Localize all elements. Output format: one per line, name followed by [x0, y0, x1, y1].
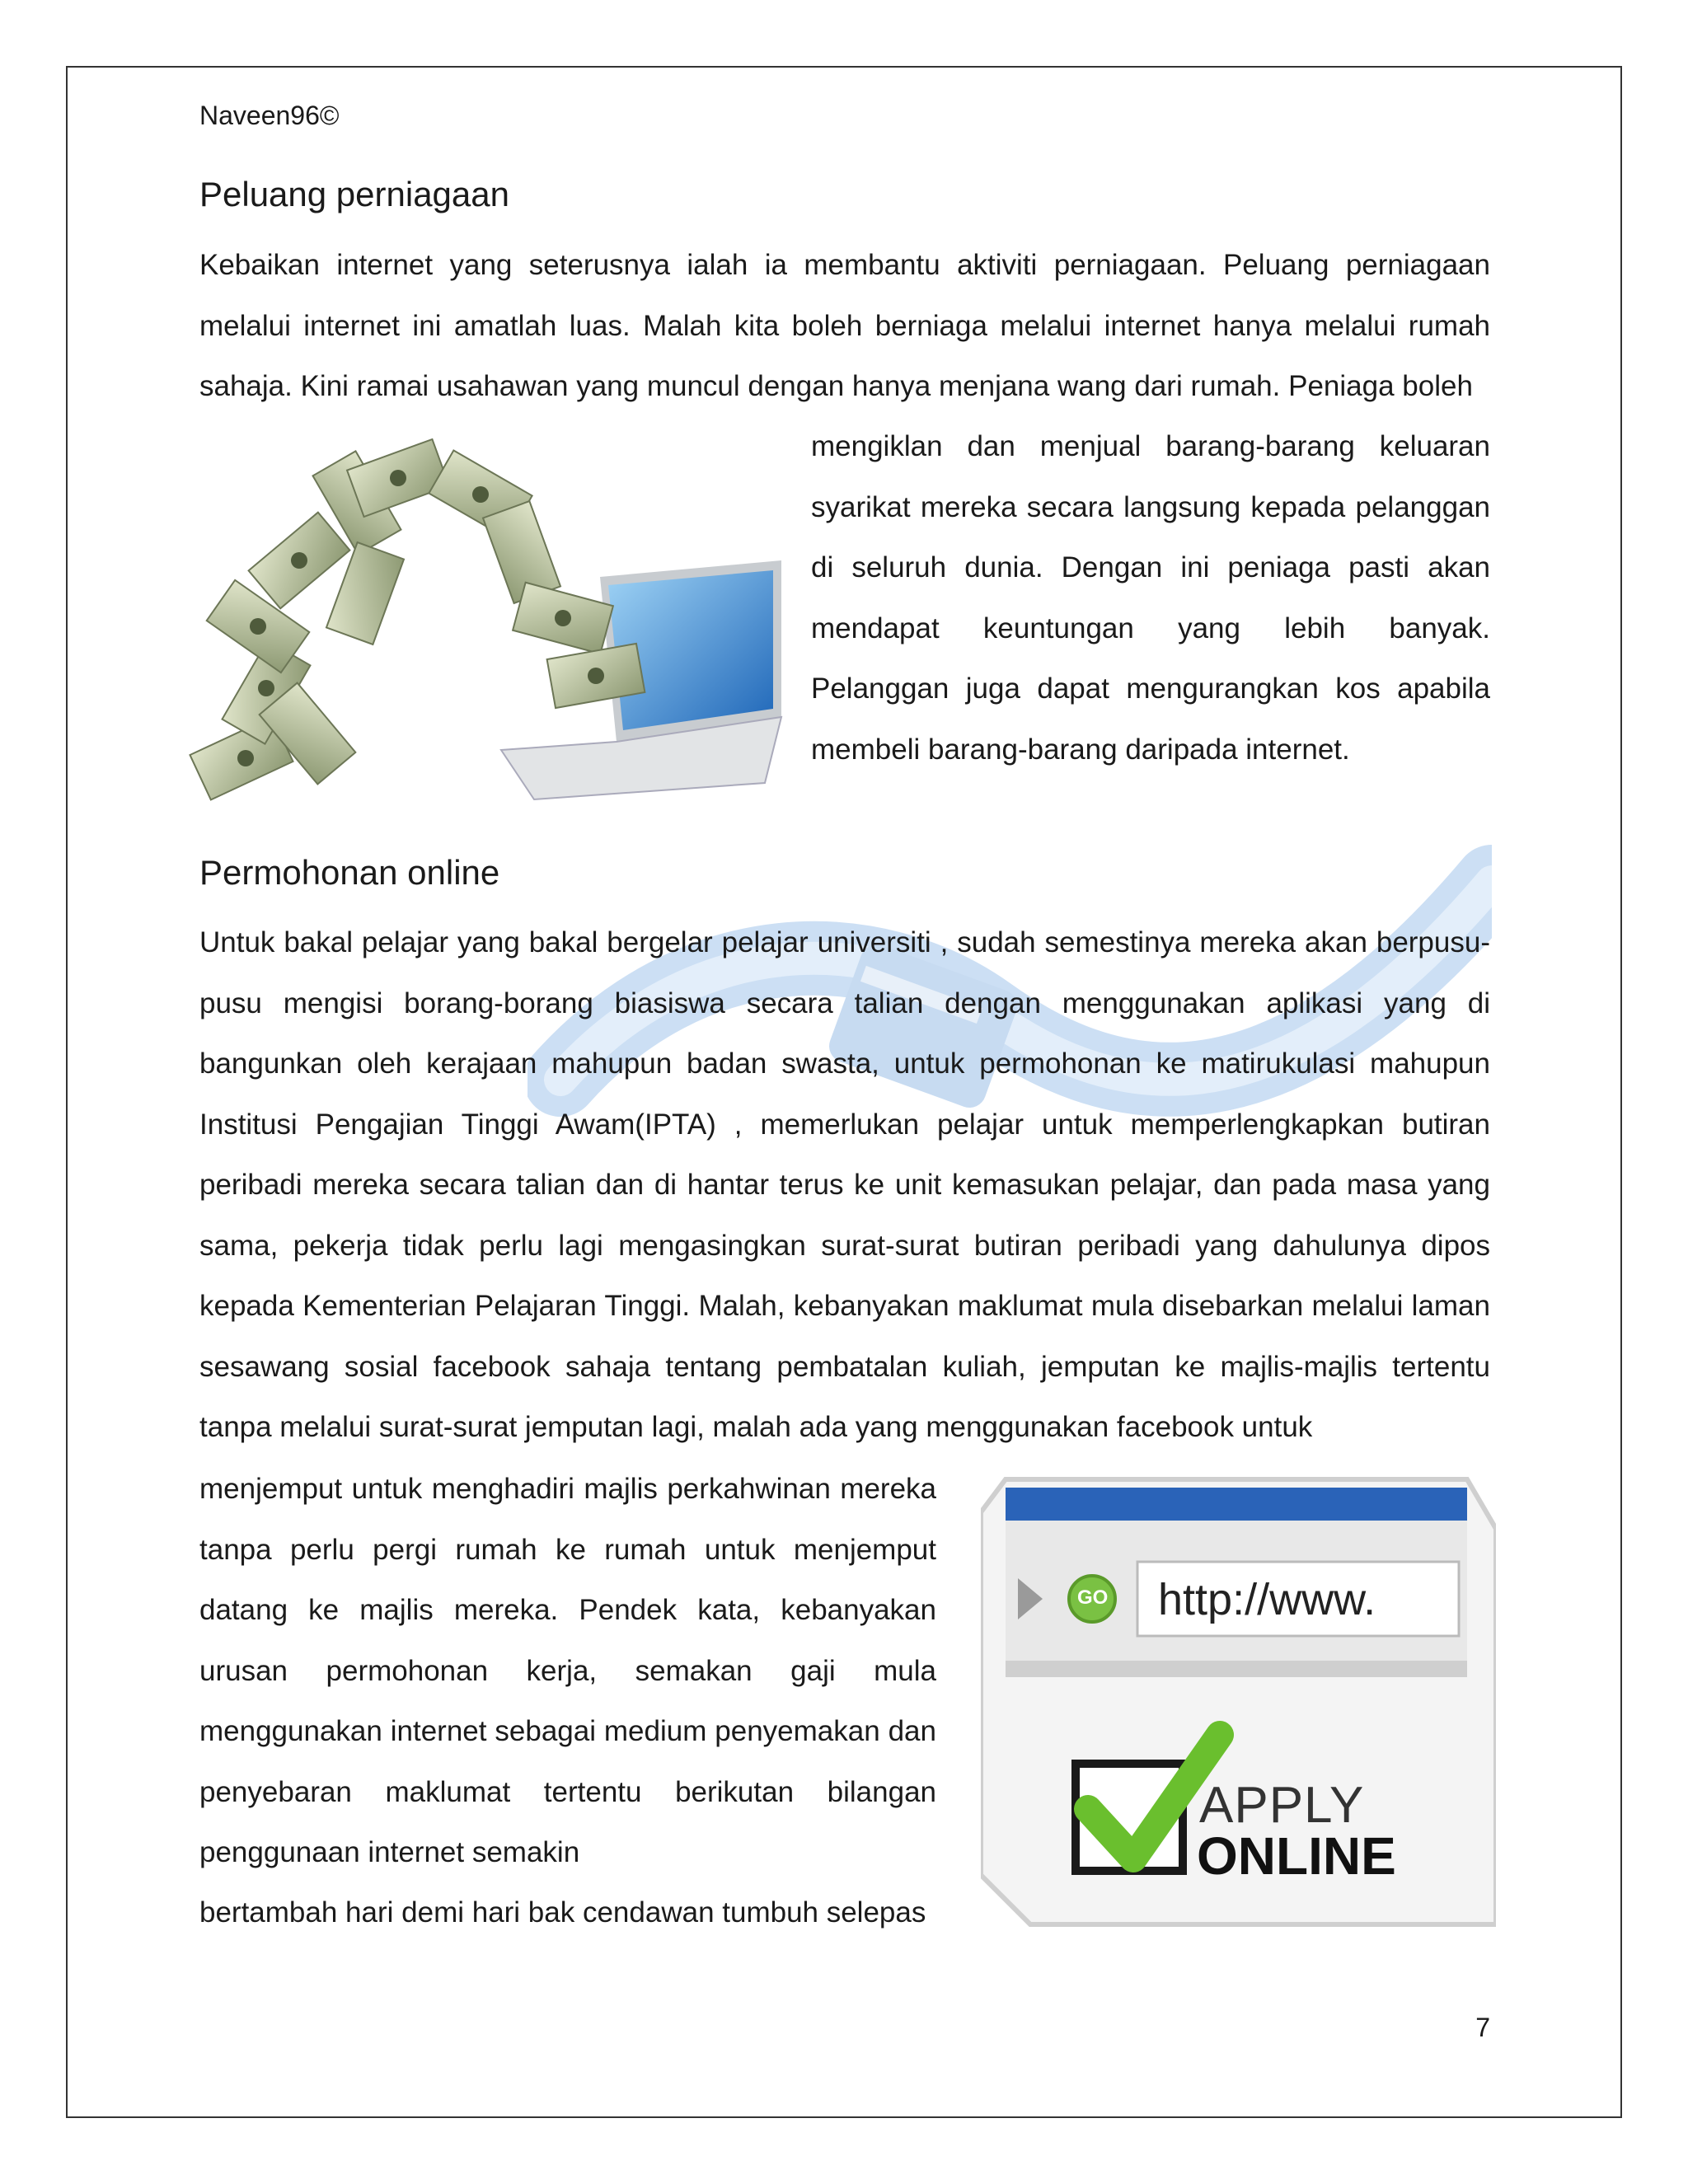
apply-word: APPLY — [1199, 1777, 1365, 1834]
page-number: 7 — [1475, 2013, 1490, 2042]
author-mark: Naveen96© — [199, 101, 340, 130]
url-text: http://www. — [1158, 1575, 1376, 1624]
section1-paragraph: Kebaikan internet yang seterusnya ialah ia membantu aktiviti perniagaan. Peluang perniagaan melalui internet ini amatlah luas. Malah kita boleh berniaga melalui internet hanya melalui rumah sahaja. Kini ramai usahawan yang muncul dengan hanya menjana wang dari rumah. Peniaga boleh — [199, 249, 1490, 402]
section-heading-peluang: Peluang perniagaan — [199, 175, 509, 213]
section-heading-permohonan: Permohonan online — [199, 853, 500, 892]
apply-online-image — [981, 1463, 1496, 1941]
section1-wrap-paragraph: mengiklan dan menjual barang-barang keluaran syarikat mereka secara langsung kepada pelanggan di seluruh dunia. Dengan ini peniaga pasti akan mendapat keuntungan yang lebih banyak. Pelanggan juga dapat mengurangkan kos apabila membeli barang-barang daripada internet. — [811, 430, 1490, 766]
go-button-label: GO — [1077, 1586, 1109, 1609]
section2-last-line: bertambah hari demi hari bak cendawan tumbuh selepas — [199, 1896, 926, 1929]
online-word: ONLINE — [1197, 1826, 1396, 1886]
money-laptop-image — [188, 437, 790, 816]
section2-wrap-paragraph: menjemput untuk menghadiri majlis perkahwinan mereka tanpa perlu pergi rumah ke rumah untuk menjemput datang ke majlis mereka. Pendek kata, kebanyakan urusan permohonan kerja, semakan gaji mula menggunakan internet sebagai medium penyemakan dan penyebaran maklumat tertentu berikutan bilangan penggunaan internet semakin — [199, 1473, 936, 1868]
section2-paragraph: Untuk bakal pelajar yang bakal bergelar pelajar universiti , sudah semestinya mereka akan berpusu-pusu mengisi borang-borang biasiswa secara talian dengan menggunakan aplikasi yang di bangunkan oleh kerajaan mahupun badan swasta, untuk permohonan ke matirukulasi mahupun Institusi Pengajian Tinggi Awam(IPTA) , memerlukan pelajar untuk memperlengkapkan butiran peribadi mereka secara talian dan di hantar terus ke unit kemasukan pelajar, dan pada masa yang sama, pekerja tidak perlu lagi mengasingkan surat-surat butiran peribadi yang dahulunya dipos kepada Kementerian Pelajaran Tinggi. Malah, kebanyakan maklumat mula disebarkan melalui laman sesawang sosial facebook sahaja tentang pembatalan kuliah, jemputan ke majlis-majlis tertentu tanpa melalui surat-surat jemputan lagi, malah ada yang menggunakan facebook untuk — [199, 926, 1490, 1443]
